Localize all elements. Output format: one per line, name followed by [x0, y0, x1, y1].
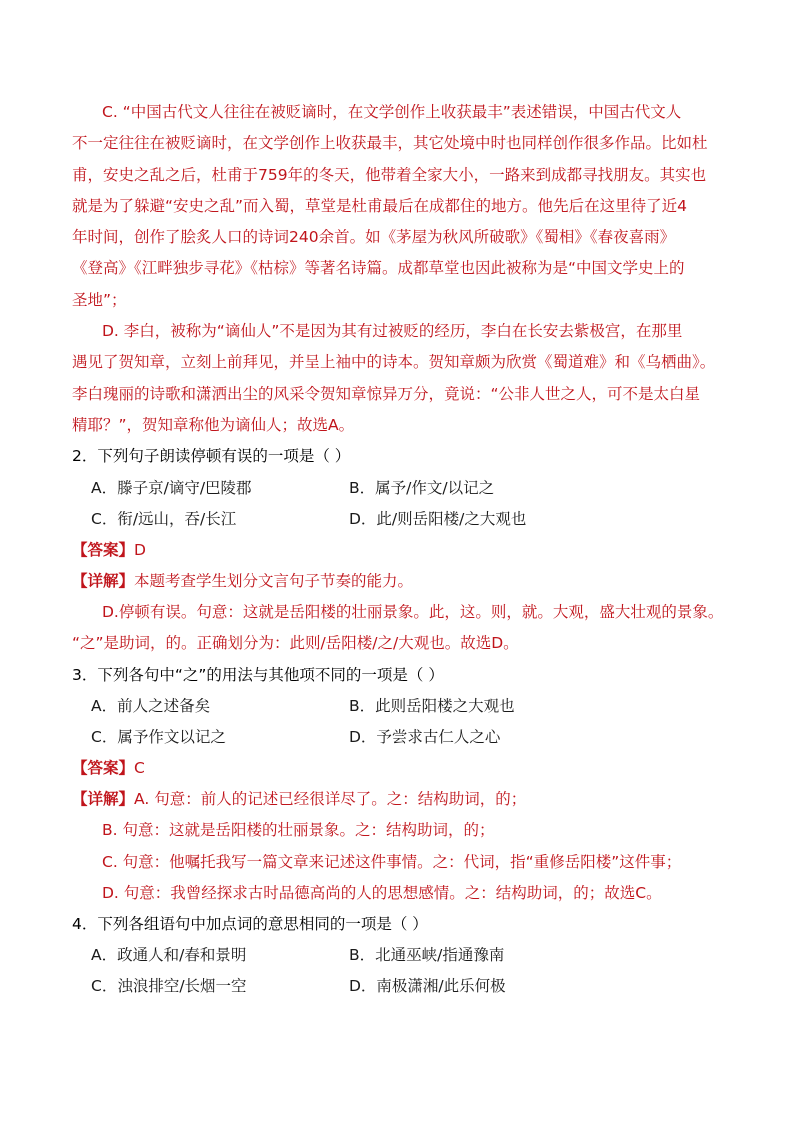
question-stem: 4．下列各组语句中加点词的意思相同的一项是（ ） — [72, 915, 428, 933]
detail-line: D. 句意：我曾经探求古时品德高尚的人的思想感情。之：结构助词，的；故选C。 — [102, 884, 662, 902]
option-a: A．滕子京/谪守/巴陵郡 — [91, 479, 252, 497]
option-d: D．南极潇湘/此乐何极 — [349, 977, 506, 995]
detail-line: “之”是助词，的。正确划分为：此则/岳阳楼/之/大观也。故选D。 — [72, 634, 519, 652]
detail-row — [72, 788, 794, 810]
explanation-line: 精耶？”，贺知章称他为谪仙人；故选A。 — [72, 416, 355, 434]
explanation-line: 李白瑰丽的诗歌和潇洒出尘的风采令贺知章惊异万分，竟说：“公非人世之人，可不是太白星 — [72, 385, 701, 403]
explanation-line: 就是为了躲避“安史之乱”而入蜀，草堂是杜甫最后在成都住的地方。他先后在这里待了近4 — [72, 197, 687, 215]
detail-line: D.停顿有误。句意：这就是岳阳楼的壮丽景象。此，这。则，就。大观，盛大壮观的景象。 — [102, 603, 724, 621]
question-stem: 3．下列各句中“之”的用法与其他项不同的一项是（ ） — [72, 666, 444, 684]
explanation-line: D. 李白，被称为“谪仙人”不是因为其有过被贬的经历，李白在长安去紫极宫，在那里 — [102, 322, 683, 340]
option-a: A．前人之述备矣 — [91, 697, 211, 715]
option-b: B．北通巫峡/指通豫南 — [349, 946, 505, 964]
option-d: D．予尝求古仁人之心 — [349, 728, 501, 746]
detail-row — [72, 570, 794, 592]
answer-row — [72, 757, 794, 779]
option-b: B．属予/作文/以记之 — [349, 479, 495, 497]
option-c: C．浊浪排空/长烟一空 — [91, 977, 247, 995]
detail-tag: 【详解】 — [72, 572, 135, 590]
explanation-line: 不一定往往在被贬谪时，在文学创作上收获最丰，其它处境中时也同样创作很多作品。比如杜 — [72, 134, 708, 152]
detail-tag: 【详解】 — [72, 790, 135, 808]
answer-value: C — [134, 759, 145, 777]
explanation-line: 圣地”； — [72, 291, 127, 309]
option-c: C．属予作文以记之 — [91, 728, 226, 746]
detail-line: C. 句意：他嘱托我写一篇文章来记述这件事情。之：代词，指“重修岳阳楼”这件事； — [102, 853, 682, 871]
explanation-line: 甫，安史之乱之后，杜甫于759年的冬天，他带着全家大小，一路来到成都寻找朋友。其实也 — [72, 166, 707, 184]
answer-value: D — [134, 541, 146, 559]
explanation-line: C. “中国古代文人往往在被贬谪时，在文学创作上收获最丰”表述错误，中国古代文人 — [102, 103, 682, 121]
option-a: A．政通人和/春和景明 — [91, 946, 247, 964]
answer-tag: 【答案】 — [72, 541, 135, 559]
option-d: D．此/则岳阳楼/之大观也 — [349, 510, 527, 528]
detail-text: A. 句意：前人的记述已经很详尽了。之：结构助词，的； — [134, 790, 527, 808]
explanation-line: 遇见了贺知章，立刻上前拜见，并呈上袖中的诗本。贺知章颇为欣赏《蜀道难》和《乌栖曲》。 — [72, 353, 716, 371]
option-c: C．衔/远山，吞/长江 — [91, 510, 237, 528]
answer-tag: 【答案】 — [72, 759, 135, 777]
option-b: B．此则岳阳楼之大观也 — [349, 697, 515, 715]
detail-text: 本题考查学生划分文言句子节奏的能力。 — [134, 572, 414, 590]
detail-line: B. 句意：这就是岳阳楼的壮丽景象。之：结构助词，的； — [102, 821, 495, 839]
explanation-line: 《登高》《江畔独步寻花》《枯棕》等著名诗篇。成都草堂也因此被称为是“中国文学史上的 — [72, 259, 685, 277]
answer-row — [72, 539, 794, 561]
question-stem: 2．下列句子朗读停顿有误的一项是（ ） — [72, 447, 351, 465]
explanation-line: 年时间，创作了脍炙人口的诗词240余首。如《茅屋为秋风所破歌》《蜀相》《春夜喜雨》 — [72, 228, 676, 246]
